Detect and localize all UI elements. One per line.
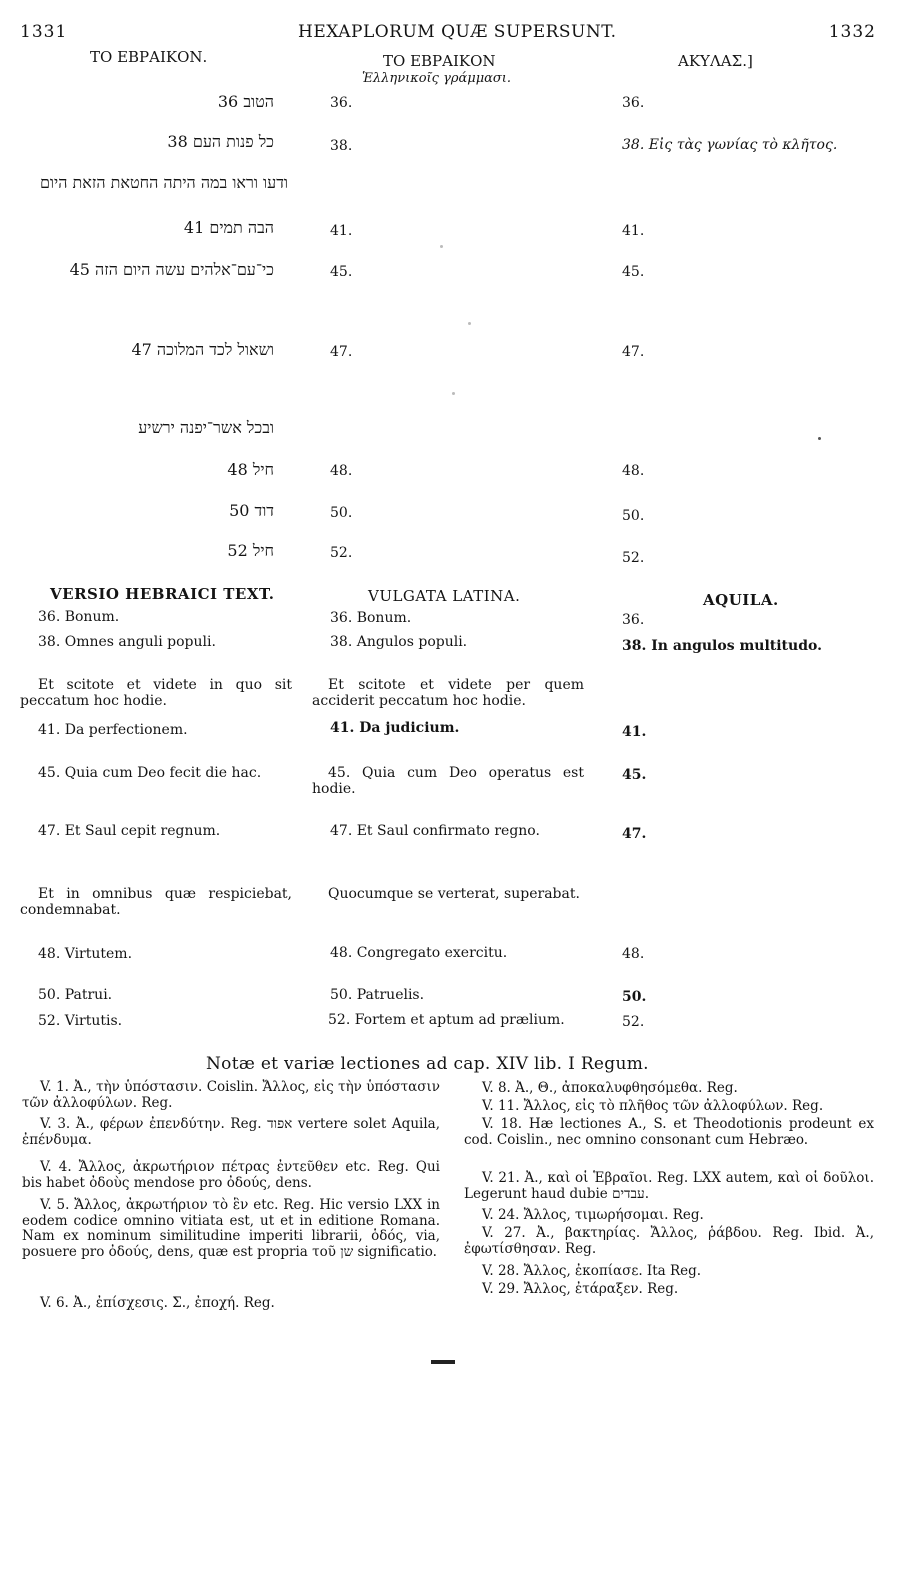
hebrew-line-50: דוד 50 — [229, 501, 274, 520]
note-v8: V. 8. Ἀ., Θ., ἀποκαλυφθησόμεθα. Reg. — [482, 1080, 738, 1096]
translit-num-50: 50. — [330, 505, 353, 521]
col1-heading: ΤΟ ΕΒΡΑΙΚΟΝ. — [90, 48, 208, 66]
notes-title: Notæ et variæ lectiones ad cap. XIV lib. I Regum. — [206, 1054, 649, 1074]
hebrew-line-scitote: ודעו וראו במה היתה החטאת הזאת היום — [39, 173, 288, 192]
latin-hebr-50: 50. Patrui. — [38, 987, 113, 1003]
translit-num-38: 38. — [330, 138, 353, 154]
col3-heading: ΑΚΥΛΑΣ.] — [678, 52, 753, 70]
hebrew-line-45: כי־עם־אלהים עשה היום הזה 45 — [69, 260, 274, 279]
aquila-num-52: 52. — [622, 550, 645, 566]
latin-col1-heading: VERSIO HEBRAICI TEXT. — [50, 585, 275, 603]
latin-hebr-47: 47. Et Saul cepit regnum. — [38, 823, 221, 839]
running-title: HEXAPLORUM QUÆ SUPERSUNT. — [298, 22, 617, 42]
aquila-num-36: 36. — [622, 95, 645, 111]
latin-hebr-48: 48. Virtutem. — [38, 946, 133, 962]
latin-aq-50: 50. — [622, 989, 647, 1005]
latin-vulg-38: 38. Angulos populi. — [330, 634, 468, 650]
latin-hebr-45: 45. Quia cum Deo fecit die hac. — [38, 765, 262, 781]
aquila-num-45: 45. — [622, 264, 645, 280]
aquila-num-48: 48. — [622, 463, 645, 479]
end-rule — [431, 1360, 455, 1364]
latin-aq-38: 38. In angulos multitudo. — [622, 638, 822, 654]
hebrew-line-36: הטוב 36 — [217, 92, 274, 111]
latin-aq-41: 41. — [622, 724, 647, 740]
hebrew-line-omnibus: ובכל אשר־יפנה ירשיע — [138, 418, 274, 437]
note-v18: V. 18. Hæ lectiones A., S. et Theodotionis prodeunt ex cod. Coislin., nec omnino consonant cum Hebræo. — [464, 1116, 874, 1148]
latin-vulg-50: 50. Patruelis. — [330, 987, 425, 1003]
hebrew-line-48: חיל 48 — [227, 460, 274, 479]
note-v24: V. 24. Ἄλλος, τιμωρήσομαι. Reg. — [482, 1207, 704, 1223]
translit-num-47: 47. — [330, 344, 353, 360]
note-v5: V. 5. Ἄλλος, ἀκρωτήριον τὸ ἓν etc. Reg. Hic versio LXX in eodem codice omnino vitiata est, ut et in editione Romana. Nam ex nominum similitudine imperiti librarii, ὁδός, via, posuere pro ὀδούς, dens, quæ est propria τοῦ שן significatio. — [22, 1197, 440, 1260]
note-v11: V. 11. Ἄλλος, εἰς τὸ πλῆθος τῶν ἀλλοφύλων. Reg. — [482, 1098, 824, 1114]
latin-col2-heading: VULGATA LATINA. — [368, 587, 521, 605]
latin-vulg-36: 36. Bonum. — [330, 610, 412, 626]
latin-vulg-scitote: Et scitote et videte per quem acciderit peccatum hoc hodie. — [312, 677, 584, 709]
page-number-right: 1332 — [828, 22, 876, 42]
note-v1: V. 1. Ἀ., τὴν ὑπόστασιν. Coislin. Ἄλλος, εἰς τὴν ὑπόστασιν τῶν ἀλλοφύλων. Reg. — [22, 1079, 440, 1111]
col2-heading: ΤΟ ΕΒΡΑΙΚΟΝ — [383, 52, 496, 70]
note-v3: V. 3. Ἀ., φέρων ἐπενδύτην. Reg. אפוד vertere solet Aquila, ἐπένδυμα. — [22, 1116, 440, 1148]
latin-hebr-52: 52. Virtutis. — [38, 1013, 123, 1029]
latin-hebr-omnibus: Et in omnibus quæ respiciebat, condemnabat. — [20, 886, 292, 918]
col2-subheading: Ἑλληνικοῖς γράμμασι. — [362, 71, 512, 86]
hebrew-line-41: הבה תמים 41 — [183, 218, 274, 237]
note-v4: V. 4. Ἄλλος, ἀκρωτήριον πέτρας ἐντεῦθεν etc. Reg. Qui bis habet ὀδοὺς mendose pro ὀδούς, dens. — [22, 1159, 440, 1191]
translit-num-36: 36. — [330, 95, 353, 111]
latin-hebr-scitote: Et scitote et videte in quo sit peccatum hoc hodie. — [20, 677, 292, 709]
hebrew-line-52: חיל 52 — [227, 541, 274, 560]
latin-aq-48: 48. — [622, 946, 645, 962]
paper-speck — [468, 322, 471, 325]
latin-col3-heading: AQUILA. — [703, 591, 779, 609]
latin-vulg-45: 45. Quia cum Deo operatus est hodie. — [312, 765, 584, 797]
latin-hebr-41: 41. Da perfectionem. — [38, 722, 188, 738]
note-v27: V. 27. Ἀ., βακτηρίας. Ἄλλος, ῥάβδου. Reg. Ibid. Ἀ., ἐφωτίσθησαν. Reg. — [464, 1225, 874, 1257]
hebrew-line-47: ושאול לכד המלוכה 47 — [131, 340, 274, 359]
paper-speck — [818, 437, 821, 440]
page-number-left: 1331 — [20, 22, 68, 42]
aquila-num-47: 47. — [622, 344, 645, 360]
latin-vulg-omnibus: Quocumque se verterat, superabat. — [328, 886, 580, 902]
latin-vulg-48: 48. Congregato exercitu. — [330, 945, 508, 961]
latin-aq-52: 52. — [622, 1014, 645, 1030]
note-v29: V. 29. Ἄλλος, ἐτάραξεν. Reg. — [482, 1281, 679, 1297]
paper-speck — [452, 392, 455, 395]
aquila-num-50: 50. — [622, 508, 645, 524]
aquila-line-38: 38. Εἰς τὰς γωνίας τὸ κλῆτος. — [622, 137, 838, 153]
latin-aq-45: 45. — [622, 767, 647, 783]
aquila-num-41: 41. — [622, 223, 645, 239]
note-v6: V. 6. Ἀ., ἐπίσχεσις. Σ., ἐποχή. Reg. — [40, 1295, 275, 1311]
latin-vulg-52: 52. Fortem et aptum ad prælium. — [328, 1012, 565, 1028]
latin-vulg-47: 47. Et Saul confirmato regno. — [330, 823, 540, 839]
translit-num-52: 52. — [330, 545, 353, 561]
latin-hebr-38: 38. Omnes anguli populi. — [38, 634, 216, 650]
latin-hebr-36: 36. Bonum. — [38, 609, 120, 625]
translit-num-45: 45. — [330, 264, 353, 280]
note-v21: V. 21. Ἀ., καὶ οἱ Ἑβραῖοι. Reg. LXX autem, καὶ οἱ δοῦλοι. Legerunt haud dubie עבדים. — [464, 1170, 874, 1202]
latin-vulg-41: 41. Da judicium. — [330, 720, 460, 736]
paper-speck — [440, 245, 443, 248]
translit-num-41: 41. — [330, 223, 353, 239]
latin-aq-36: 36. — [622, 612, 645, 628]
latin-aq-47: 47. — [622, 826, 647, 842]
note-v28: V. 28. Ἄλλος, ἐκοπίασε. Ita Reg. — [482, 1263, 702, 1279]
translit-num-48: 48. — [330, 463, 353, 479]
hebrew-line-38: כל פנות העם 38 — [167, 132, 274, 151]
